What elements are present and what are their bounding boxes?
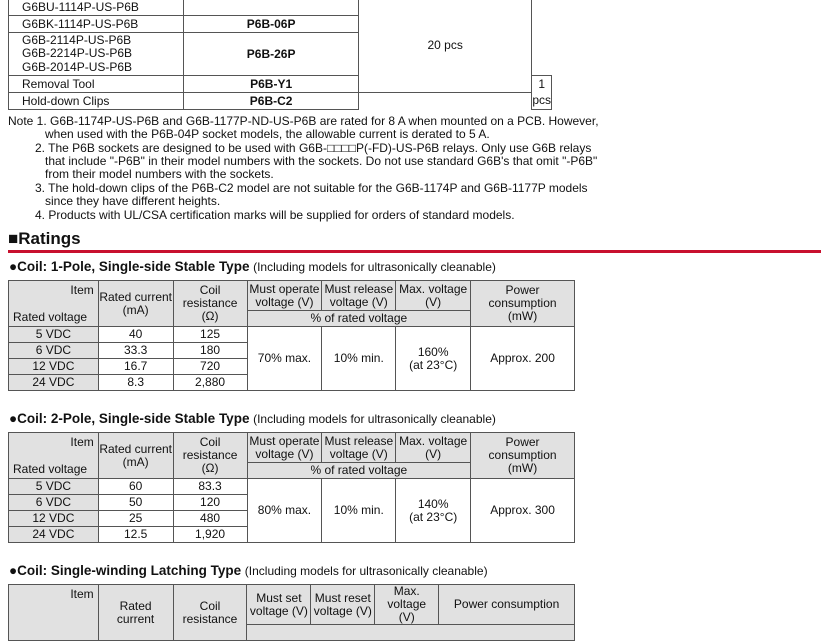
max-voltage-header: Max. voltage (V)	[396, 281, 471, 311]
socket-cell: P6B-Y1	[184, 75, 359, 92]
table-row	[9, 92, 552, 109]
percent-header: % of rated voltage	[247, 463, 471, 479]
resistance-cell: 1,920	[173, 527, 247, 543]
voltage-cell: 12 VDC	[9, 359, 99, 375]
power-header: Power consumption (mW)	[471, 281, 575, 327]
subsection-heading: ●Coil: Single-winding Latching Type	[9, 563, 242, 578]
note-3-cont: since they have different heights.	[45, 194, 221, 208]
rated-current-header: Rated current	[98, 585, 173, 641]
model-name: G6B-2214P-US-P6B	[22, 46, 133, 61]
release-cell: 10% min.	[322, 327, 396, 391]
current-cell: 8.3	[98, 375, 173, 391]
subsection-title	[9, 259, 496, 274]
ratings-table-1pole	[8, 280, 575, 391]
voltage-cell: 5 VDC	[9, 479, 99, 495]
coil-resistance-header: Coil resistance	[173, 585, 247, 641]
power-header: Power consumption	[439, 585, 575, 625]
current-cell: 50	[98, 495, 173, 511]
model-name: G6B-2114P-US-P6B	[22, 33, 132, 47]
item-header	[9, 433, 99, 479]
voltage-cell: 24 VDC	[9, 375, 99, 391]
rated-current-header: Rated current (mA)	[98, 281, 173, 327]
note-2-cont: from their model numbers with the sockets.	[45, 167, 274, 181]
subsection-title	[9, 563, 488, 578]
must-reset-header: Must reset voltage (V)	[311, 585, 375, 625]
item-header	[9, 281, 99, 327]
resistance-cell: 125	[173, 327, 247, 343]
rated-voltage-label: Rated voltage	[13, 462, 88, 476]
current-cell: 33.3	[98, 343, 173, 359]
model-cell: G6BU-1114P-US-P6B	[9, 0, 184, 16]
rated-current-header: Rated current (mA)	[98, 433, 173, 479]
coil-resistance-header: Coil resistance (Ω)	[173, 433, 247, 479]
current-cell: 12.5	[98, 527, 173, 543]
max-cell: 160% (at 23°C)	[396, 327, 471, 391]
voltage-cell: 6 VDC	[9, 495, 99, 511]
socket-cell: P6B-26P	[184, 33, 359, 76]
item-label: Item	[70, 283, 94, 297]
must-operate-header: Must operate voltage (V)	[247, 433, 322, 463]
ratings-table-latching-clip	[8, 584, 575, 626]
subsection-note: (Including models for ultrasonically cleanable)	[244, 564, 488, 578]
item-label: Item	[70, 435, 94, 449]
socket-cell: P6B-C2	[184, 92, 359, 109]
subsection-heading: ●Coil: 2-Pole, Single-side Stable Type	[9, 411, 250, 426]
coil-resistance-header: Coil resistance (Ω)	[173, 281, 247, 327]
note-4: 4. Products with UL/CSA certification marks will be supplied for orders of standard models.	[35, 208, 515, 222]
operate-cell: 70% max.	[247, 327, 322, 391]
item-header	[9, 585, 99, 641]
ratings-table-2pole	[8, 432, 575, 543]
must-release-header: Must release voltage (V)	[322, 433, 396, 463]
ratings-table-latching	[8, 584, 575, 641]
section-divider	[8, 250, 821, 253]
current-cell: 40	[98, 327, 173, 343]
voltage-cell: 24 VDC	[9, 527, 99, 543]
qty-cell: 20 pcs	[358, 0, 531, 92]
must-set-header: Must set voltage (V)	[247, 585, 311, 625]
socket-cell: P6B-06P	[184, 16, 359, 33]
resistance-cell: 480	[173, 511, 247, 527]
release-cell: 10% min.	[322, 479, 396, 543]
power-header: Power consumption (mW)	[471, 433, 575, 479]
note-1-cont: when used with the P6B-04P socket models, the allowable current is derated to 5 A.	[45, 127, 490, 141]
section-title: ■Ratings	[8, 229, 81, 248]
resistance-cell: 83.3	[173, 479, 247, 495]
table-header-row	[9, 585, 575, 625]
power-cell: Approx. 300	[471, 479, 575, 543]
voltage-cell: 6 VDC	[9, 343, 99, 359]
table-row	[9, 327, 575, 343]
note-1: Note 1. G6B-1174P-US-P6B and G6B-1177P-ND-US-P6B are rated for 8 A when mounted on a PCB. However,	[8, 114, 599, 128]
accessories-table	[8, 0, 552, 110]
max-voltage-header: Max. voltage (V)	[396, 433, 471, 463]
model-cell: G6BK-1114P-US-P6B	[9, 16, 184, 33]
rated-voltage-label: Rated voltage	[13, 310, 88, 324]
table-header-row	[9, 281, 575, 311]
item-label: Item	[70, 587, 94, 601]
voltage-cell: 12 VDC	[9, 511, 99, 527]
resistance-cell: 720	[173, 359, 247, 375]
model-cell: Removal Tool	[9, 75, 184, 92]
current-cell: 16.7	[98, 359, 173, 375]
resistance-cell: 2,880	[173, 375, 247, 391]
operate-cell: 80% max.	[247, 479, 322, 543]
resistance-cell: 120	[173, 495, 247, 511]
model-name: G6B-2014P-US-P6B	[22, 59, 133, 74]
note-2-cont: that include "-P6B" in their model numbers with the sockets. Do not use standard G6B's that omit "-P6B"	[45, 154, 598, 168]
subsection-note: (Including models for ultrasonically cleanable)	[253, 412, 496, 426]
percent-header: % of rated voltage	[247, 311, 471, 327]
resistance-cell: 180	[173, 343, 247, 359]
must-release-header: Must release voltage (V)	[322, 281, 396, 311]
table-row	[9, 479, 575, 495]
model-cell	[9, 33, 184, 76]
max-cell: 140% (at 23°C)	[396, 479, 471, 543]
subsection-heading: ●Coil: 1-Pole, Single-side Stable Type	[9, 259, 250, 274]
current-cell: 60	[98, 479, 173, 495]
must-operate-header: Must operate voltage (V)	[247, 281, 322, 311]
current-cell: 25	[98, 511, 173, 527]
subsection-note: (Including models for ultrasonically cleanable)	[253, 260, 496, 274]
note-2: 2. The P6B sockets are designed to be used with G6B-□□□□P(-FD)-US-P6B relays. Only use G6B relays	[35, 141, 592, 155]
socket-cell	[184, 0, 359, 16]
note-3: 3. The hold-down clips of the P6B-C2 model are not suitable for the G6B-1174P and G6B-1177P models	[35, 181, 588, 195]
power-cell: Approx. 200	[471, 327, 575, 391]
qty-cell: 1 pcs	[532, 77, 552, 108]
table-row	[9, 0, 552, 16]
subsection-title	[9, 411, 496, 426]
table-header-row	[9, 433, 575, 463]
max-voltage-header: Max. voltage (V)	[375, 585, 439, 625]
voltage-cell: 5 VDC	[9, 327, 99, 343]
model-cell: Hold-down Clips	[9, 92, 184, 109]
